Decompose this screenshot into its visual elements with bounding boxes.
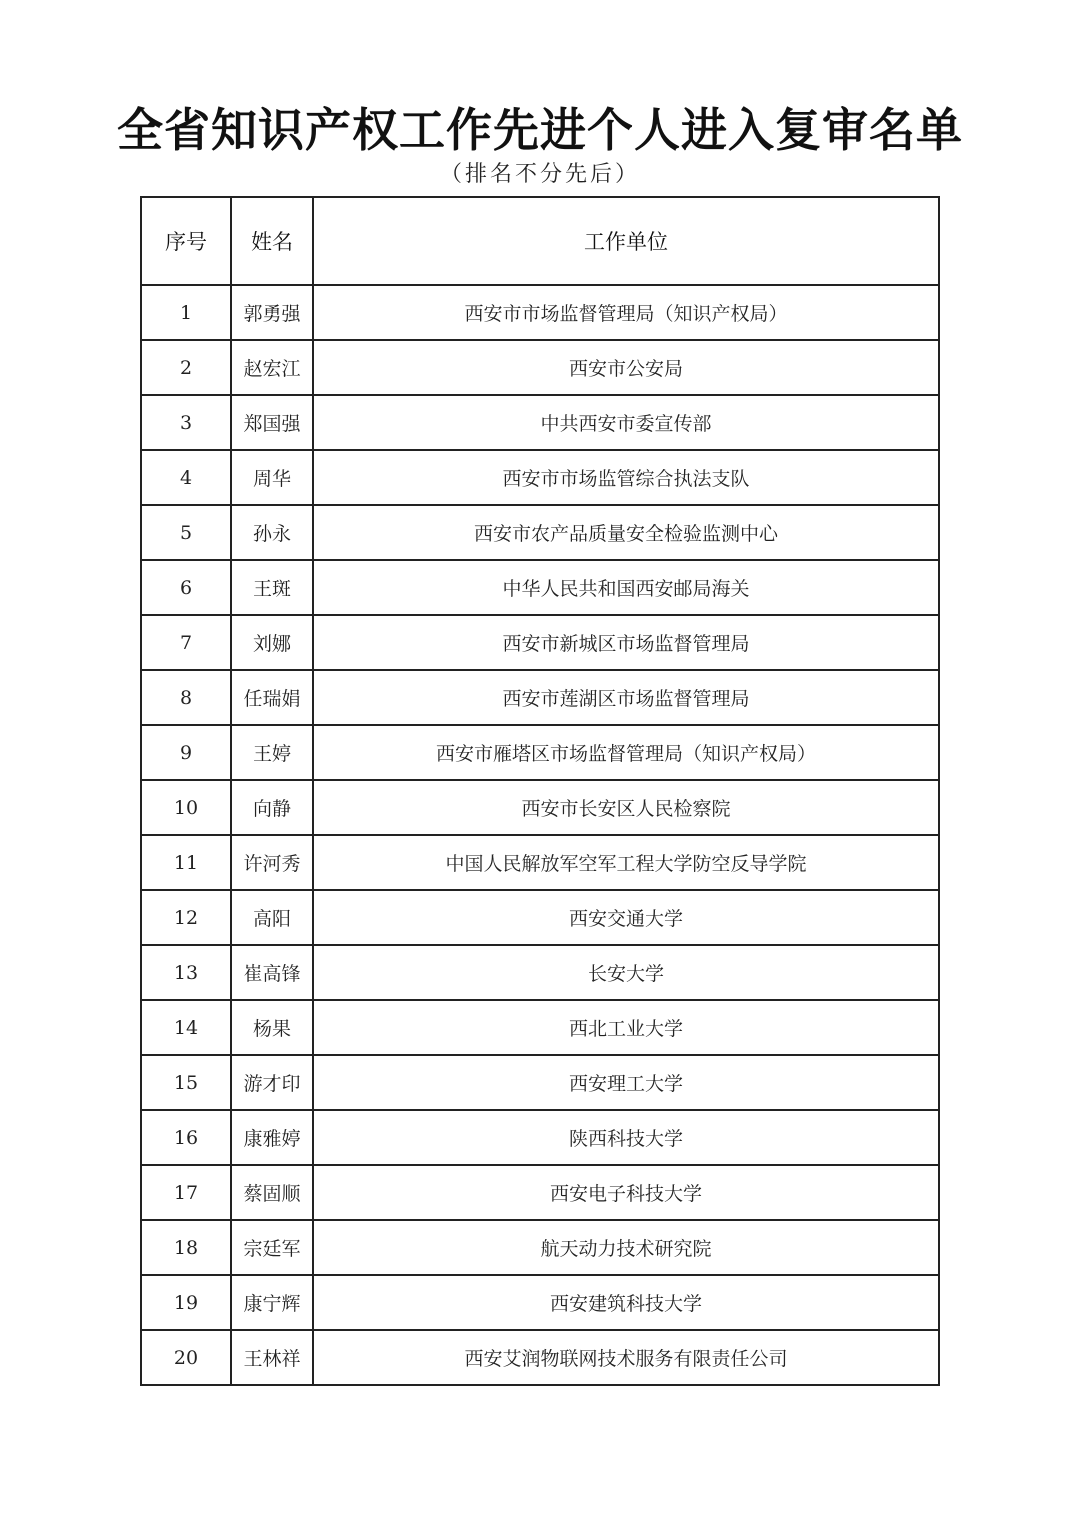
header-serial-number: 序号 [141,197,231,285]
cell-name: 游才印 [231,1055,313,1110]
cell-work-unit: 中共西安市委宣传部 [313,395,939,450]
table-row [141,670,939,725]
cell-serial-number: 19 [141,1275,231,1330]
cell-name: 郑国强 [231,395,313,450]
table-header-row [141,197,939,285]
cell-work-unit: 航天动力技术研究院 [313,1220,939,1275]
table-row [141,505,939,560]
table-row [141,1220,939,1275]
cell-work-unit: 西安市新城区市场监督管理局 [313,615,939,670]
table-row [141,835,939,890]
cell-serial-number: 14 [141,1000,231,1055]
cell-work-unit: 西安市雁塔区市场监督管理局（知识产权局） [313,725,939,780]
table-row [141,1275,939,1330]
cell-name: 蔡固顺 [231,1165,313,1220]
cell-work-unit: 西安建筑科技大学 [313,1275,939,1330]
table-row [141,1165,939,1220]
table-row [141,615,939,670]
cell-serial-number: 2 [141,340,231,395]
cell-work-unit: 西北工业大学 [313,1000,939,1055]
cell-serial-number: 12 [141,890,231,945]
cell-work-unit: 西安市农产品质量安全检验监测中心 [313,505,939,560]
table-row [141,1000,939,1055]
cell-name: 杨果 [231,1000,313,1055]
cell-name: 任瑞娟 [231,670,313,725]
cell-serial-number: 6 [141,560,231,615]
cell-work-unit: 西安艾润物联网技术服务有限责任公司 [313,1330,939,1385]
document-subtitle: （排名不分先后） [439,162,640,187]
cell-work-unit: 西安市莲湖区市场监督管理局 [313,670,939,725]
cell-serial-number: 7 [141,615,231,670]
cell-serial-number: 4 [141,450,231,505]
table-row [141,1110,939,1165]
cell-serial-number: 16 [141,1110,231,1165]
cell-serial-number: 1 [141,285,231,340]
cell-name: 赵宏江 [231,340,313,395]
cell-work-unit: 西安市公安局 [313,340,939,395]
cell-serial-number: 5 [141,505,231,560]
cell-work-unit: 西安电子科技大学 [313,1165,939,1220]
table-row [141,1330,939,1385]
header-work-unit: 工作单位 [313,197,939,285]
cell-name: 孙永 [231,505,313,560]
table-body [141,285,939,1385]
cell-name: 康宁辉 [231,1275,313,1330]
cell-work-unit: 西安理工大学 [313,1055,939,1110]
cell-name: 王婷 [231,725,313,780]
cell-work-unit: 西安市市场监督管理局（知识产权局） [313,285,939,340]
cell-work-unit: 西安市长安区人民检察院 [313,780,939,835]
cell-serial-number: 9 [141,725,231,780]
cell-serial-number: 8 [141,670,231,725]
table-row [141,285,939,340]
cell-serial-number: 3 [141,395,231,450]
cell-name: 高阳 [231,890,313,945]
table-row [141,395,939,450]
cell-name: 王林祥 [231,1330,313,1385]
table-row [141,945,939,1000]
cell-work-unit: 西安市市场监管综合执法支队 [313,450,939,505]
cell-name: 刘娜 [231,615,313,670]
cell-work-unit: 中国人民解放军空军工程大学防空反导学院 [313,835,939,890]
table-row [141,1055,939,1110]
cell-name: 郭勇强 [231,285,313,340]
cell-name: 周华 [231,450,313,505]
cell-name: 许河秀 [231,835,313,890]
cell-name: 王斑 [231,560,313,615]
cell-serial-number: 18 [141,1220,231,1275]
table-row [141,450,939,505]
cell-serial-number: 15 [141,1055,231,1110]
candidate-table [140,196,940,1386]
table-row [141,560,939,615]
cell-name: 崔高锋 [231,945,313,1000]
cell-name: 宗廷军 [231,1220,313,1275]
header-name: 姓名 [231,197,313,285]
cell-work-unit: 中华人民共和国西安邮局海关 [313,560,939,615]
cell-serial-number: 13 [141,945,231,1000]
table-row [141,890,939,945]
cell-serial-number: 20 [141,1330,231,1385]
cell-serial-number: 11 [141,835,231,890]
cell-name: 向静 [231,780,313,835]
cell-name: 康雅婷 [231,1110,313,1165]
table-row [141,725,939,780]
cell-work-unit: 西安交通大学 [313,890,939,945]
cell-serial-number: 17 [141,1165,231,1220]
cell-work-unit: 长安大学 [313,945,939,1000]
table-row [141,780,939,835]
cell-serial-number: 10 [141,780,231,835]
cell-work-unit: 陕西科技大学 [313,1110,939,1165]
document-title: 全省知识产权工作先进个人进入复审名单 [117,103,963,157]
table-row [141,340,939,395]
